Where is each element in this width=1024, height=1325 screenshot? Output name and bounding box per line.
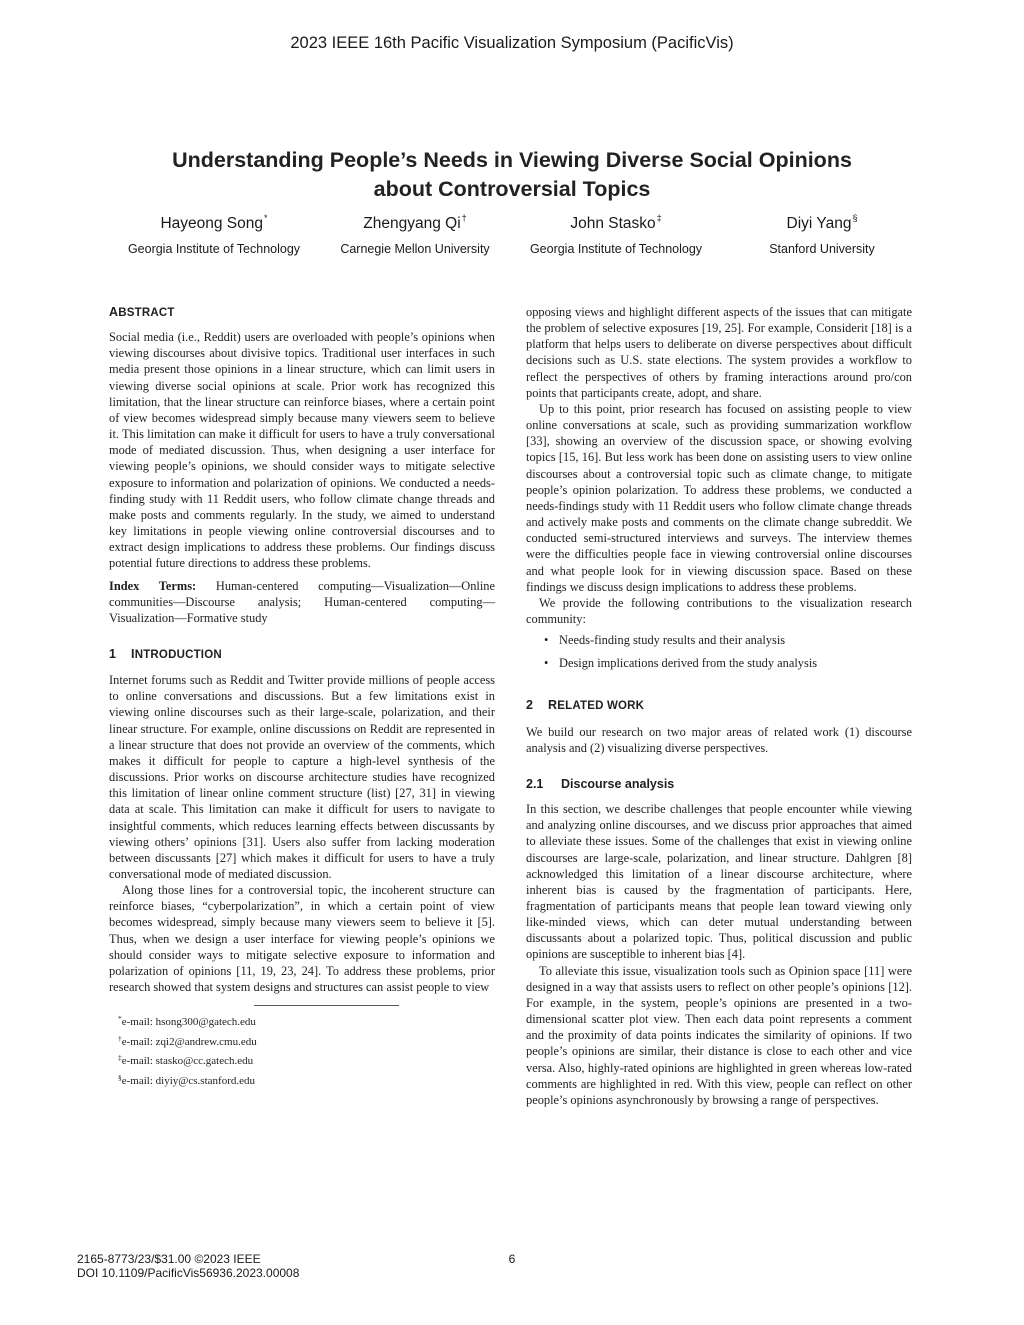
related-paragraph-3: To alleviate this issue, visualization tools such as Opinion space [11] were designed in a way that assists users to reflect on other people’s opinions [12]. For example, in the system, people’s opinions are presented in a two-dimensional scatter plot view. Then each data point represents a comment and the proximity of data points indicates the similarity of opinions. If two people’s opinions are similar, their distance is close to each other and vice versa. Also, highly-rated opinions are highlighted in green whereas low-rated comments are highlighted in red. With this view, people can reflect on other people’s opinions asynchronously by browsing a range of perspectives. [526, 963, 912, 1107]
author-mark: * [264, 213, 268, 223]
author-affiliation: Carnegie Mellon University [340, 242, 490, 256]
author-4 [712, 213, 932, 256]
footnote-rule [254, 1005, 399, 1006]
author-name: Zhengyang Qi [363, 215, 461, 232]
footnotes [109, 1011, 495, 1089]
index-terms [109, 578, 495, 626]
footnote-4: §e-mail: diyiy@cs.stanford.edu [118, 1072, 255, 1087]
footnote-1: *e-mail: hsong300@gatech.edu [118, 1014, 256, 1029]
list-item: • Design implications derived from the study analysis [544, 655, 912, 671]
intro-heading: 1 INTRODUCTION [109, 646, 222, 661]
issn-text: 2165-8773/23/$31.00 ©2023 IEEE [77, 1252, 261, 1266]
abstract-text: Social media (i.e., Reddit) users are overloaded with people’s opinions when viewing discourses about divisive topics. Traditional user interfaces in such media present those opinions in a linear structure, which can limit users in viewing diverse social opinions at scale. Prior work has recognized this limitation, that the linear structure can reinforce biases, where a certain point of view becomes widespread simply because many viewers seem to believe it. This limitation can make it difficult for users to have a truly conversational mode of mediated discussion. Thus, when designing a user interface for viewing people’s opinions, we should consider ways to mitigate selective exposure to information and polarization of opinions. We conducted a needs-finding study with 11 Reddit users, who follow climate change threads and make posts and comments regularly. In the study, we aimed to understand key limitations in people viewing online controversial discourses and to extract design implications to address these problems. Our findings discuss potential future directions to address these problems. [109, 330, 495, 571]
author-affiliation: Georgia Institute of Technology [529, 242, 703, 256]
author-name: John Stasko [570, 215, 656, 232]
abstract-heading: ABSTRACT [109, 305, 175, 319]
related-work-heading: 2 RELATED WORK [526, 698, 645, 713]
author-mark: § [852, 213, 858, 223]
list-item: • Needs-finding study results and their analysis [544, 632, 912, 648]
title-line-2: about Controversial Topics [373, 177, 651, 201]
contribution-list [526, 632, 912, 671]
discourse-analysis-heading: 2.1 Discourse analysis [526, 776, 675, 791]
footnote-2: †e-mail: zqi2@andrew.cmu.edu [118, 1033, 257, 1048]
right-column [526, 304, 912, 1108]
intro-paragraph-3: Up to this point, prior research has focused on assisting people to view online conversations at scale, such as providing summarization workflow [33], showing an overview of the discussion space, or showing evolving topics [15, 16]. But less work has been done on assisting users to view online discourses about a controversial topic such as climate change, to mitigate people’s opinion polarization. To address these problems, we conducted a needs-findings study with 11 Reddit users who follow climate change threads and actively make posts and comments on the climate change subreddit. We conducted semi-structured interviews and surveys. The interview themes were the difficulties people face in viewing controversial online discourses and what people look for in viewing discussion space. Based on these findings we discuss design implications to address these problems. [526, 401, 912, 594]
intro-paragraph-2-continued: opposing views and highlight different aspects of the issues that can mitigate the problem of selective exposures [19, 25]. For example, Considerit [18] is a platform that helps users to deliberate on diverse perspectives about difficult decisions such as U.S. state elections. The system provides a workflow to reflect the perspectives of others by framing interactions around pro/con points that participants create, adopt, and share. [526, 305, 912, 400]
doi-text: DOI 10.1109/PacificVis56936.2023.00008 [77, 1266, 300, 1280]
footnote-3: ‡e-mail: stasko@cc.gatech.edu [118, 1053, 254, 1068]
title-line-1: Understanding People’s Needs in Viewing Diverse Social Opinions [172, 148, 852, 172]
page-number: 6 [508, 1252, 516, 1266]
intro-paragraph-2: Along those lines for a controversial topic, the incoherent structure can reinforce biases, “cyberpolarization”, in which a certain point of view becomes widespread, simply because many viewers seem to believe it [5]. Thus, when we design a user interface for viewing people’s opinions we should consider ways to mitigate selective exposure to information and polarization of opinions [11, 19, 23, 24]. To address these problems, prior research showed that system designs and structures can assist people to view [109, 883, 495, 995]
author-mark: ‡ [656, 213, 662, 223]
author-name: Hayeong Song [160, 215, 264, 232]
author-2 [305, 213, 525, 256]
author-3 [506, 213, 726, 256]
index-terms-label: Index Terms: [109, 578, 197, 593]
author-mark: † [461, 213, 467, 223]
index-terms-text: Human-centered computing—Visualization—Online communities—Discourse analysis; Human-centered computing—Visualization—Formative study [109, 578, 495, 625]
intro-paragraph-1: Internet forums such as Reddit and Twitter provide millions of people access to online conversations and discussions. But a few limitations exist in viewing online discourses such as their large-scale, polarization, and their linear structure. For example, online discussions on Reddit are represented in a linear structure that does not provide an overview of the comments, which makes it difficult for people to capture a high-level synthesis of the discussions. Prior works on discourse architecture studies have recognized this limitation of linear online comment structure (list) [27, 31] in viewing data at scale. This limitation can make it difficult for users to navigate to insightful comments, which reduces learning effects between discussants by viewing others’ opinions [31]. Users also suffer from lacking moderation between discussants [27] which makes it difficult for users to have a truly conversational mode of mediated discussion. [109, 673, 495, 881]
author-1 [104, 213, 324, 256]
related-paragraph-1: We build our research on two major areas of related work (1) discourse analysis and (2) visualizing diverse perspectives. [526, 724, 912, 755]
author-affiliation: Stanford University [769, 242, 875, 256]
conference-header: 2023 IEEE 16th Pacific Visualization Symposium (PacificVis) [290, 34, 734, 52]
author-affiliation: Georgia Institute of Technology [127, 242, 301, 256]
related-paragraph-2: In this section, we describe challenges that people encounter while viewing and analyzing online discourses, and we discuss prior approaches that aimed to alleviate these issues. Some of the challenges that exist in viewing online discourses are large-scale, polarization, and linear structure. Dahlgren [8] acknowledged this limitation of a linear discourse architecture, where inherent bias is caused by the fragmentation of participants. Here, fragmentation of participants means that people lean toward viewing only like-minded views, which can deter mutual understanding between discussants about a polarized topic. Thus, political discussion and public opinions are susceptible to inherent bias [4]. [526, 802, 912, 962]
intro-paragraph-4: We provide the following contributions to the visualization research community: [526, 595, 912, 626]
left-column [109, 304, 495, 1089]
author-name: Diyi Yang [786, 215, 852, 232]
paper-title [80, 146, 944, 204]
